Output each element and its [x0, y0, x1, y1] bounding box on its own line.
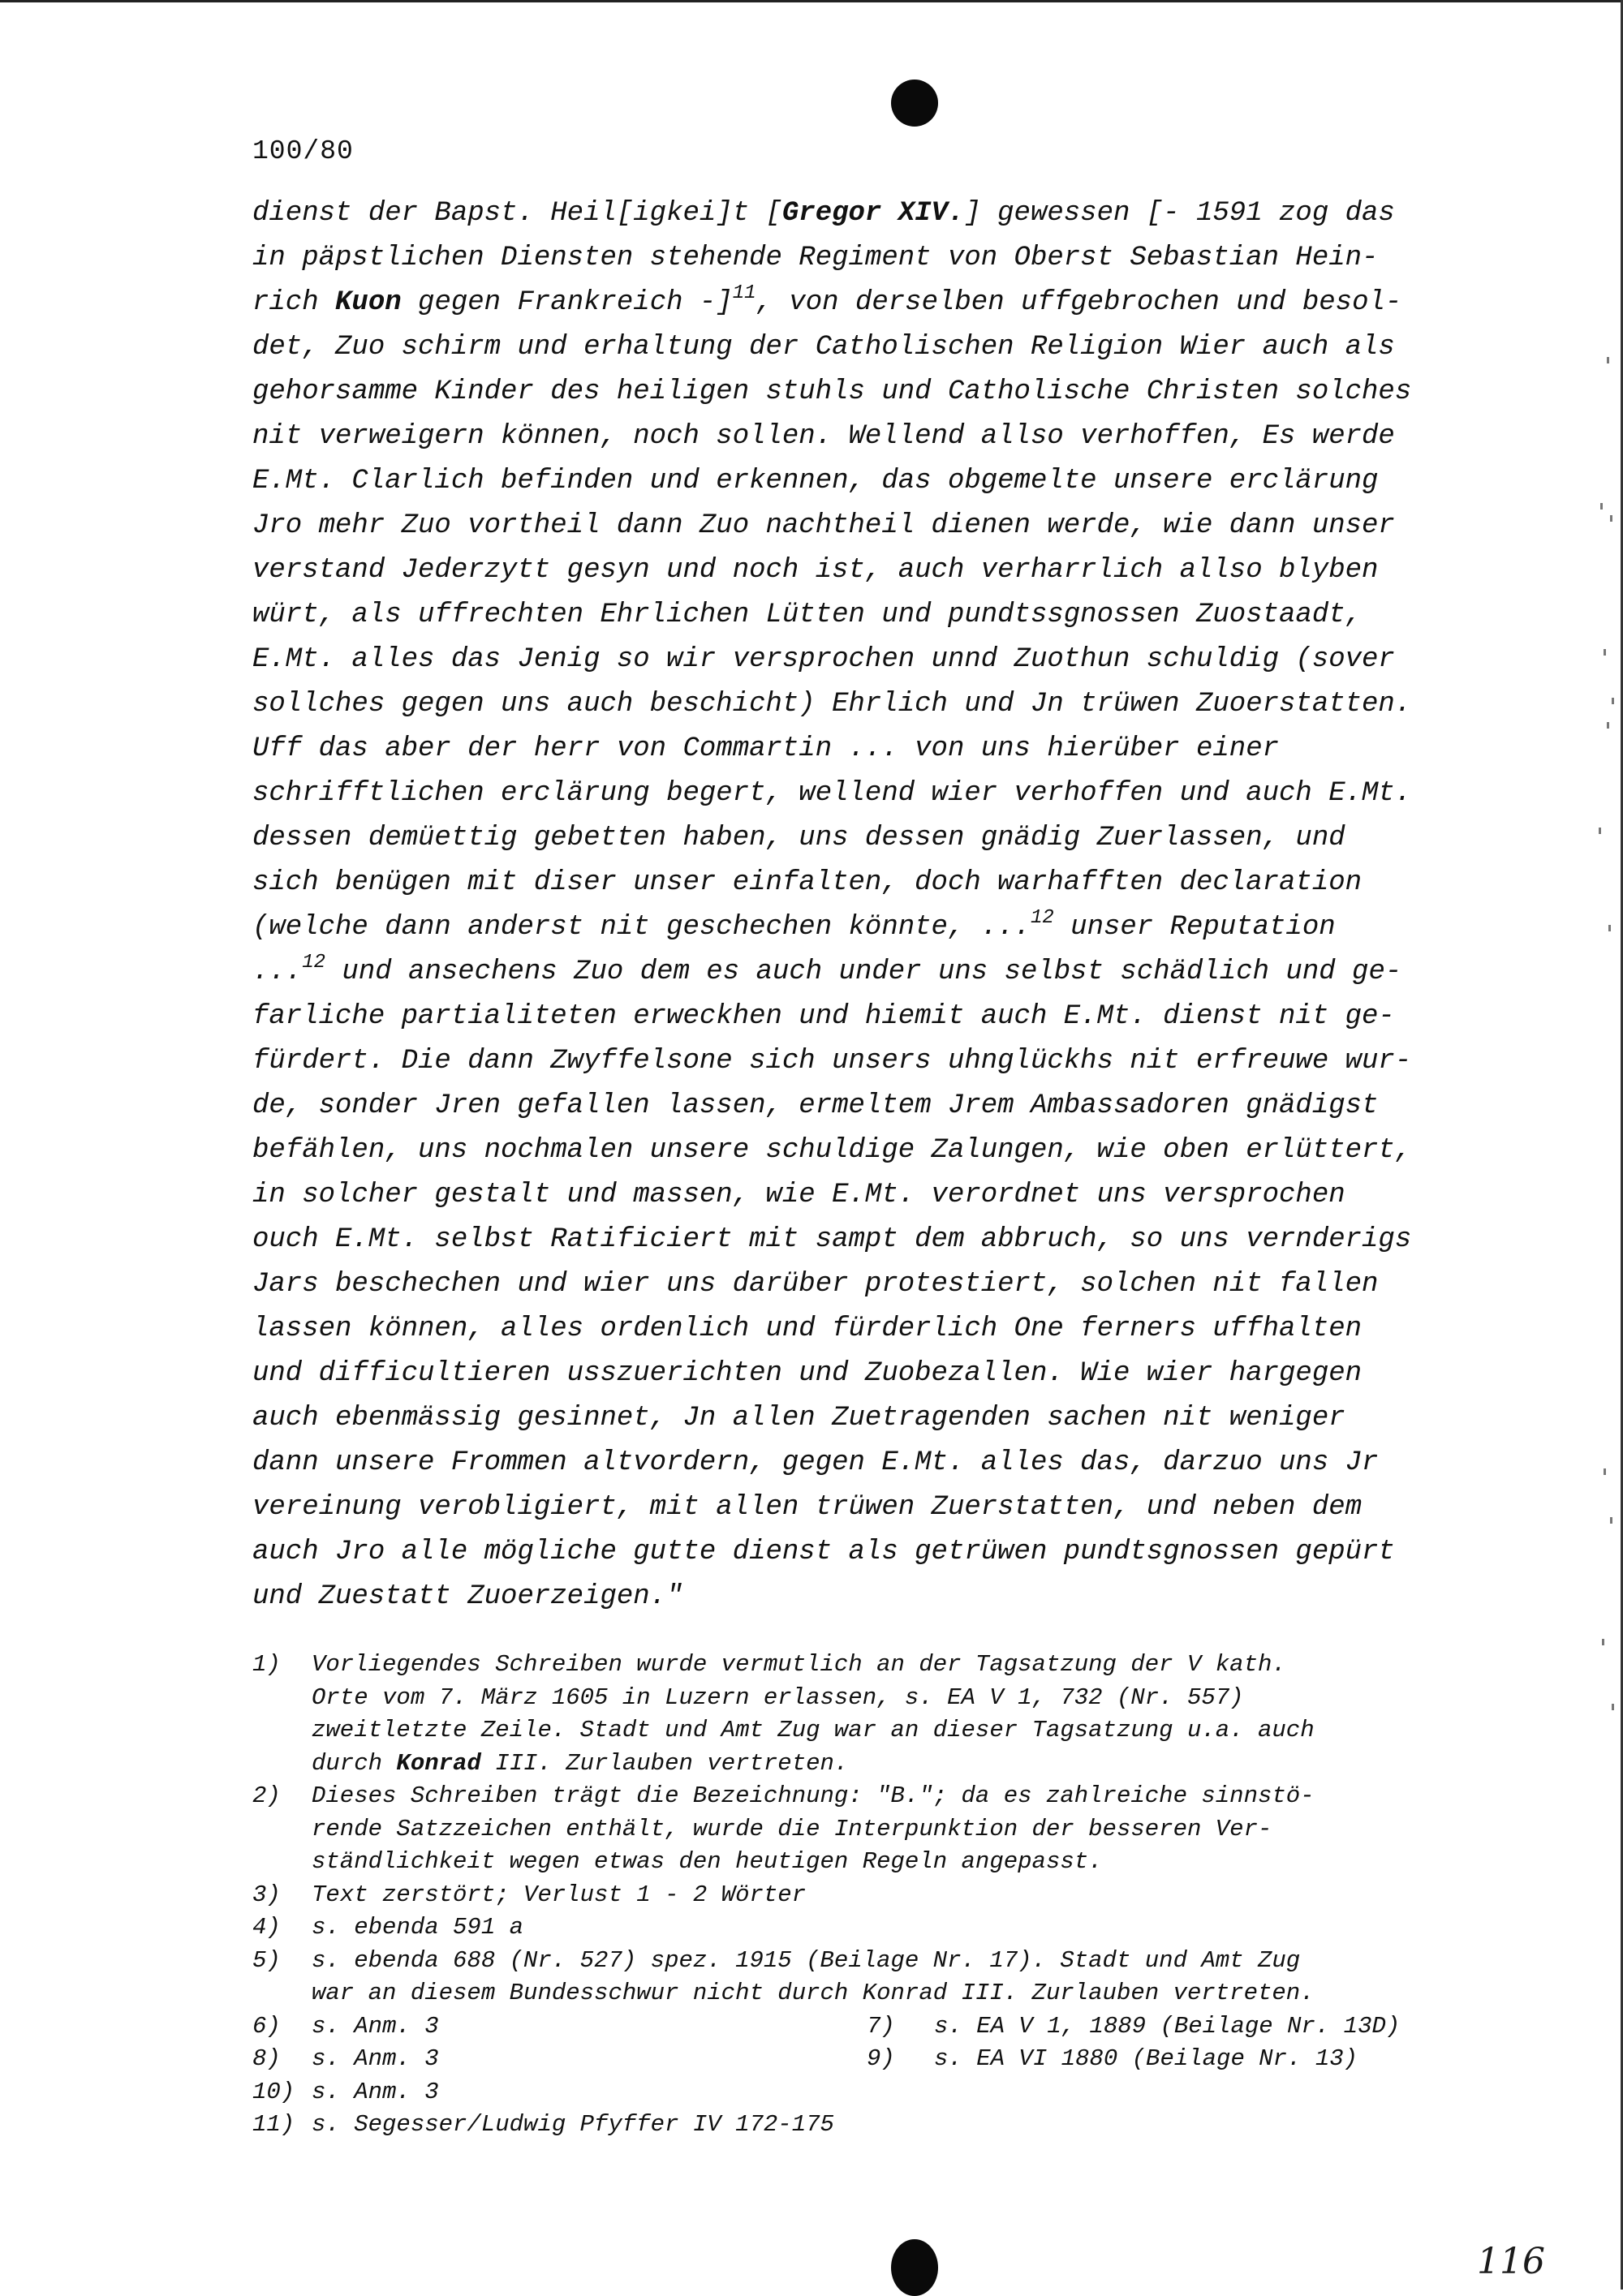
body-line: rich Kuon gegen Frankreich -]$^{11}$, von derselben uffgebrochen und besol-	[252, 282, 1402, 318]
body-line: dessen demüettig gebetten haben, uns dessen gnädig Zuerlassen, und	[252, 823, 1345, 853]
body-line: nit verweigern können, noch sollen. Wellend allso verhoffen, Es werde	[252, 421, 1395, 452]
footnote-number: 1)	[252, 1651, 281, 1678]
footnote-line	[252, 2010, 1518, 2044]
body-line: schrifftlichen erclärung begert, wellend wier verhoffen und auch E.Mt.	[252, 778, 1412, 809]
punch-hole-bottom	[891, 2239, 938, 2296]
handwritten-page-number: 116	[1477, 2241, 1545, 2282]
body-line: E.Mt. Clarlich befinden und erkennen, das obgemelte unsere erclärung	[252, 466, 1379, 497]
body-line: lassen können, alles ordenlich und fürderlich One ferners uffhalten	[252, 1314, 1363, 1344]
body-line: in päpstlichen Diensten stehende Regiment von Oberst Sebastian Hein-	[252, 243, 1379, 273]
scan-margin-specks	[1582, 341, 1623, 1720]
footnote-ref: 12	[1030, 907, 1054, 929]
footnote-line	[252, 1977, 1518, 2010]
footnote-number: 11)	[252, 2111, 295, 2138]
body-line: würt, als uffrechten Ehrlichen Lütten und pundtssgnossen Zuostaadt,	[252, 600, 1363, 630]
body-line: ouch E.Mt. selbst Ratificiert mit sampt dem abbruch, so uns vernderigs	[252, 1224, 1412, 1255]
footnotes	[252, 1649, 1518, 2142]
footnote-line	[252, 1748, 1518, 1781]
footnote-number: 9)	[867, 2045, 895, 2072]
bold-name: Konrad	[396, 1749, 481, 1777]
footnote-line	[252, 1945, 1518, 1978]
footnote-line	[252, 2109, 1518, 2142]
body-line: (welche dann anderst nit geschechen könnte, ...$^{12}$ unser Reputation	[252, 907, 1336, 943]
scan-edge-top	[0, 0, 1623, 2]
body-line: sollches gegen uns auch beschicht) Ehrlich und Jn trüwen Zuoerstatten.	[252, 689, 1412, 720]
body-line: auch Jro alle mögliche gutte dienst als getrüwen pundtsgnossen gepürt	[252, 1537, 1395, 1567]
footnote-number: 2)	[252, 1782, 281, 1809]
footnote-line	[252, 2043, 1518, 2076]
body-line: auch ebenmässig gesinnet, Jn allen Zuetragenden sachen nit weniger	[252, 1403, 1345, 1434]
body-line: verstand Jederzytt gesyn und noch ist, auch verharrlich allso blyben	[252, 555, 1379, 586]
footnote-text: war an diesem Bundesschwur nicht durch Konrad III. Zurlauben vertreten.	[312, 1980, 1315, 2006]
body-line: E.Mt. alles das Jenig so wir versprochen unnd Zuothun schuldig (sover	[252, 644, 1395, 675]
footnote-text: s. ebenda 591 a	[312, 1914, 524, 1941]
footnote-line	[252, 1714, 1518, 1748]
body-line: dann unsere Frommen altvordern, gegen E.Mt. alles das, darzuo uns Jr	[252, 1447, 1379, 1478]
footnote-line	[252, 1813, 1518, 1847]
body-line: fürdert. Die dann Zwyffelsone sich unsers uhnglückhs nit erfreuwe wur-	[252, 1046, 1412, 1077]
footnote-line	[252, 1780, 1518, 1813]
footnote-text: zweitletzte Zeile. Stadt und Amt Zug war an dieser Tagsatzung u.a. auch	[312, 1717, 1315, 1743]
footnote-text: Dieses Schreiben trägt die Bezeichnung: "B."; da es zahlreiche sinnstö-	[312, 1782, 1315, 1809]
footnote-line	[252, 1879, 1518, 1912]
footnote-text: s. Anm. 3	[312, 2045, 439, 2072]
footnote-text: rende Satzzeichen enthält, wurde die Interpunktion der besseren Ver-	[312, 1815, 1272, 1842]
footnote-number: 6)	[252, 2012, 281, 2040]
footnote-text: s. Anm. 3	[312, 2012, 439, 2040]
body-line: und Zuestatt Zuoerzeigen."	[252, 1581, 683, 1612]
footnote-number: 4)	[252, 1914, 281, 1941]
footnote-text: Text zerstört; Verlust 1 - 2 Wörter	[312, 1881, 807, 1908]
footnote-line	[252, 1649, 1518, 1682]
body-line: befählen, uns nochmalen unsere schuldige Zalungen, wie oben erlüttert,	[252, 1135, 1412, 1166]
footnote-number: 3)	[252, 1881, 281, 1908]
body-line: ...$^{12}$ und ansechens Zuo dem es auch under uns selbst schädlich und ge-	[252, 952, 1402, 987]
footnote-number: 10)	[252, 2078, 295, 2105]
footnote-line	[252, 2076, 1518, 2109]
footnote-line	[252, 1846, 1518, 1879]
footnote-ref: 12	[302, 952, 326, 974]
footnote-number: 5)	[252, 1946, 281, 1974]
body-line: farliche partialiteten erweckhen und hiemit auch E.Mt. dienst nit ge-	[252, 1001, 1395, 1032]
body-line: de, sonder Jren gefallen lassen, ermeltem Jrem Ambassadoren gnädigst	[252, 1090, 1379, 1121]
body-line: und difficultieren usszuerichten und Zuobezallen. Wie wier hargegen	[252, 1358, 1363, 1389]
body-line: gehorsamme Kinder des heiligen stuhls und Catholische Christen solches	[252, 376, 1412, 407]
page-reference: 100/80	[252, 136, 354, 166]
footnote-text: Orte vom 7. März 1605 in Luzern erlassen, s. EA V 1, 732 (Nr. 557)	[312, 1683, 1244, 1711]
footnote-number: 8)	[252, 2045, 281, 2072]
footnote-number: 7)	[867, 2012, 895, 2040]
body-line: Jro mehr Zuo vortheil dann Zuo nachtheil dienen werde, wie dann unser	[252, 510, 1395, 541]
footnote-text: s. EA V 1, 1889 (Beilage Nr. 13D)	[934, 2012, 1401, 2040]
bold-name: Kuon	[335, 287, 402, 318]
footnote-text: s. Anm. 3	[312, 2078, 439, 2105]
footnote-ref: 11	[732, 282, 756, 304]
body-line: vereinung verobligiert, mit allen trüwen Zuerstatten, und neben dem	[252, 1492, 1363, 1523]
body-line: Jars beschechen und wier uns darüber protestiert, solchen nit fallen	[252, 1269, 1379, 1300]
punch-hole-top	[891, 80, 938, 127]
body-line: sich benügen mit diser unser einfalten, doch warhafften declaration	[252, 867, 1363, 898]
footnote-text: ständlichkeit wegen etwas den heutigen Regeln angepasst.	[312, 1848, 1103, 1875]
footnote-text: s. EA VI 1880 (Beilage Nr. 13)	[934, 2045, 1358, 2072]
footnote-line	[252, 1911, 1518, 1945]
footnote-line	[252, 1682, 1518, 1715]
body-line: dienst der Bapst. Heil[igkei]t [Gregor XIV.] gewessen [- 1591 zog das	[252, 198, 1395, 229]
footnote-text: s. ebenda 688 (Nr. 527) spez. 1915 (Beilage Nr. 17). Stadt und Amt Zug	[312, 1946, 1301, 1974]
body-line: Uff das aber der herr von Commartin ... von uns hierüber einer	[252, 733, 1280, 764]
footnote-text: s. Segesser/Ludwig Pfyffer IV 172-175	[312, 2111, 834, 2138]
footnote-text: Vorliegendes Schreiben wurde vermutlich an der Tagsatzung der V kath.	[312, 1651, 1286, 1678]
bold-name: Gregor XIV.	[781, 198, 965, 229]
transcription-body	[252, 191, 1502, 1619]
footnote-text: durch Konrad III. Zurlauben vertreten.	[312, 1749, 849, 1777]
body-line: det, Zuo schirm und erhaltung der Catholischen Religion Wier auch als	[252, 332, 1395, 363]
body-line: in solcher gestalt und massen, wie E.Mt. verordnet uns versprochen	[252, 1180, 1345, 1210]
